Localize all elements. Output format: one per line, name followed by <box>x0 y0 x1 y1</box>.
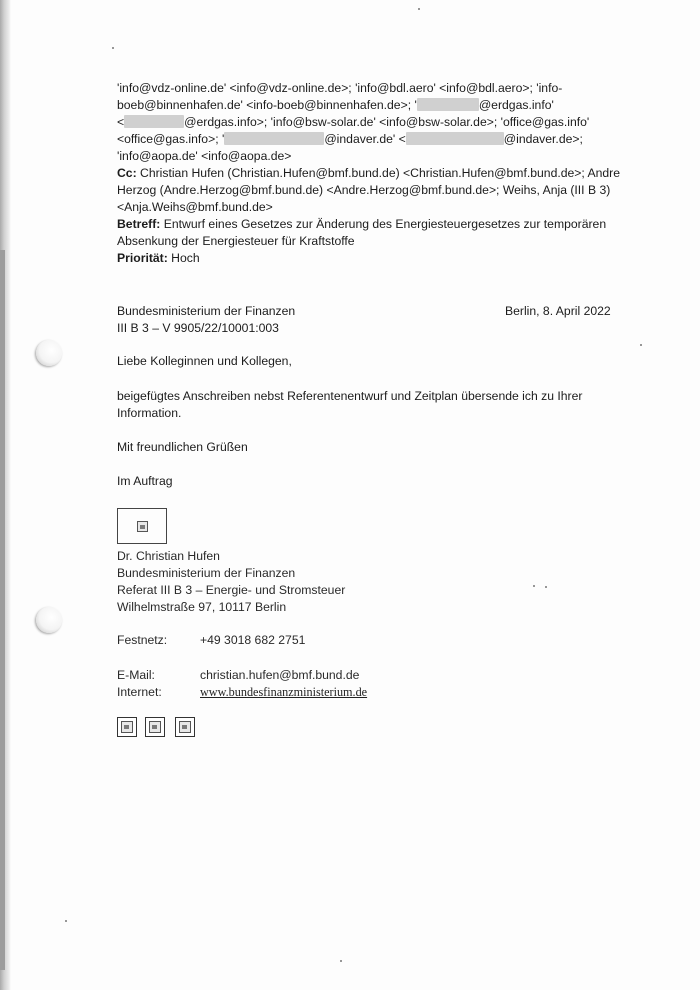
letter-body: beigefügtes Anschreiben nebst Referentenentwurf und Zeitplan übersende ich zu Ihrer Information. <box>117 389 583 420</box>
subject-line: Betreff: Entwurf eines Gesetzes zur Änderung des Energiesteuergesetzes zur temporären <box>117 217 607 231</box>
scan-left-edge <box>0 0 11 990</box>
recipient-line: < @erdgas.info>; 'info@bsw-solar.de' <info@bsw-solar.de>; 'office@gas.info' <box>117 115 590 129</box>
signature-org: Bundesministerium der Finanzen <box>117 566 296 580</box>
email-link[interactable]: christian.hufen@bmf.bund.de <box>200 668 360 682</box>
scan-speck <box>418 8 420 10</box>
cc-line: <Anja.Weihs@bmf.bund.de> <box>117 200 273 214</box>
email-label: E-Mail: <box>117 668 155 682</box>
im-auftrag: Im Auftrag <box>117 474 173 488</box>
cc-line: Herzog (Andre.Herzog@bmf.bund.de) <Andre.Herzog@bmf.bund.de>; Weihs, Anja (III B 3) <box>117 183 611 197</box>
sender-org: Bundesministerium der Finanzen <box>117 304 296 318</box>
subject-label: Betreff: <box>117 217 161 231</box>
reference-number: III B 3 – V 9905/22/10001:003 <box>117 321 279 335</box>
salutation: Liebe Kolleginnen und Kollegen, <box>117 354 292 368</box>
scan-speck <box>533 585 535 587</box>
redaction-bar <box>417 98 479 111</box>
phone-value: +49 3018 682 2751 <box>200 633 306 647</box>
subject-line: Absenkung der Energiesteuer für Kraftstoffe <box>117 234 355 248</box>
image-placeholder-icon <box>179 721 191 733</box>
website-link[interactable]: www.bundesfinanzministerium.de <box>200 685 368 699</box>
redaction-bar <box>406 132 504 145</box>
redaction-bar <box>124 115 184 128</box>
signature-image <box>117 508 167 544</box>
recipient-line: boeb@binnenhafen.de' <info-boeb@binnenhafen.de>; ' @erdgas.info' <box>117 98 554 112</box>
letter-date: Berlin, 8. April 2022 <box>505 304 611 318</box>
cc-label: Cc: <box>117 166 137 180</box>
punch-hole <box>36 607 62 633</box>
signature-block <box>117 548 345 616</box>
signature-department: Referat III B 3 – Energie- und Stromsteuer <box>117 583 346 597</box>
cc-line: Cc: Christian Hufen (Christian.Hufen@bmf.bund.de) <Christian.Hufen@bmf.bund.de>; Andre <box>117 166 621 180</box>
phone-label: Festnetz: <box>117 633 168 647</box>
social-icon-2[interactable] <box>145 717 165 737</box>
recipient-line: 'info@aopa.de' <info@aopa.de> <box>117 149 292 163</box>
social-icon-3[interactable] <box>175 717 195 737</box>
internet-label: Internet: <box>117 685 162 699</box>
scan-speck <box>112 47 114 49</box>
image-placeholder-icon <box>137 521 148 532</box>
scan-speck <box>65 920 67 922</box>
scan-speck <box>545 586 547 588</box>
scan-speck <box>340 960 342 962</box>
signature-address: Wilhelmstraße 97, 10117 Berlin <box>117 600 287 614</box>
punch-hole <box>36 340 62 366</box>
scan-speck <box>640 344 642 346</box>
social-icon-1[interactable] <box>117 717 137 737</box>
image-placeholder-icon <box>149 721 161 733</box>
priority-line: Priorität: Hoch <box>117 251 200 265</box>
priority-label: Priorität: <box>117 251 168 265</box>
recipient-line: <office@gas.info>; ' @indaver.de' < @indaver.de>; <box>117 132 583 146</box>
email-header <box>117 80 621 267</box>
closing: Mit freundlichen Grüßen <box>117 440 248 454</box>
signature-name: Dr. Christian Hufen <box>117 549 220 563</box>
recipient-line: 'info@vdz-online.de' <info@vdz-online.de>; 'info@bdl.aero' <info@bdl.aero>; 'info- <box>117 81 563 95</box>
image-placeholder-icon <box>121 721 133 733</box>
redaction-bar <box>224 132 324 145</box>
